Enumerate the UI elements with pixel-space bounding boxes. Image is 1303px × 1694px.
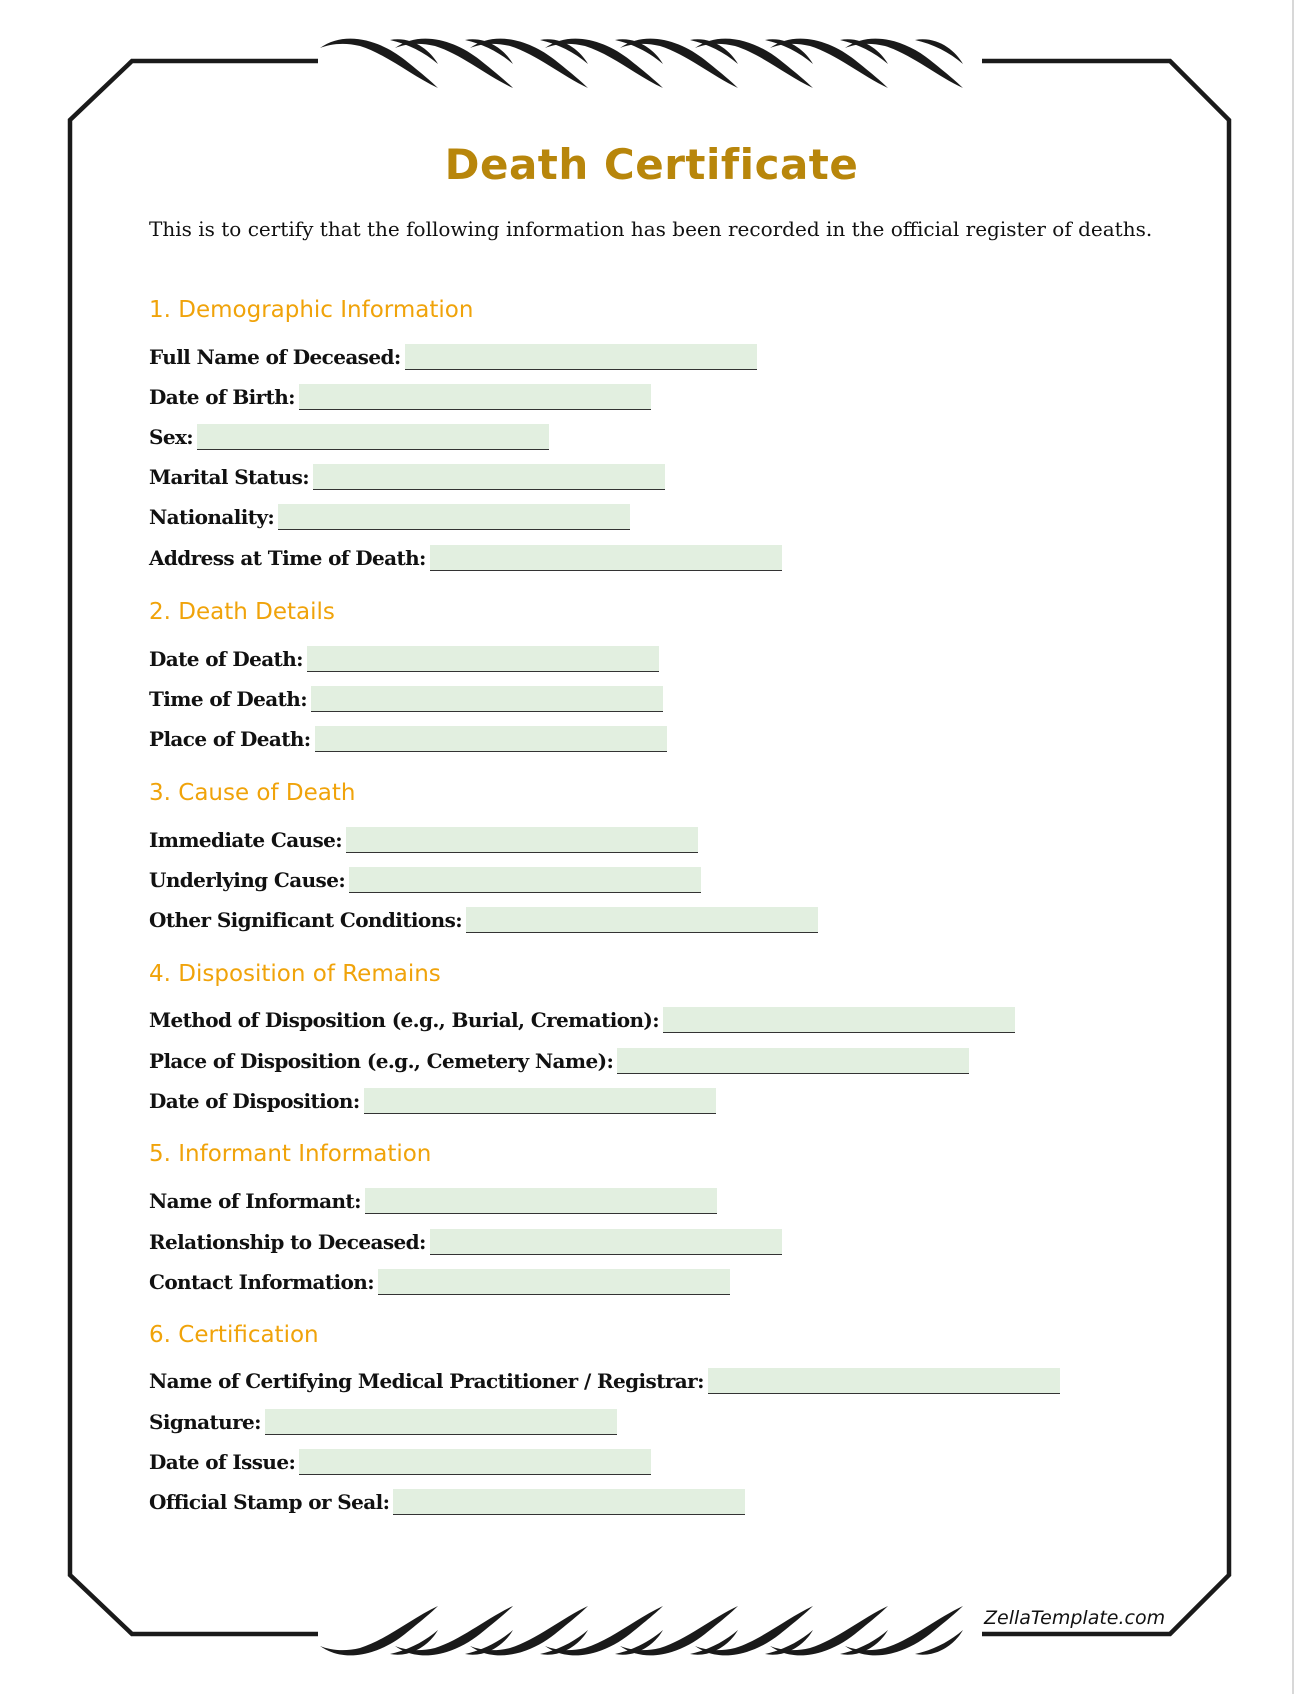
field-full-name (149, 340, 757, 370)
field-label: Sex: (149, 425, 194, 449)
field-date-of-disposition (149, 1084, 716, 1114)
field-label: Name of Informant: (149, 1189, 361, 1213)
nationality-input[interactable] (278, 504, 630, 530)
document-title: Death Certificate (444, 140, 859, 189)
intro-text: This is to certify that the following information has been recorded in the official register of deaths. (149, 217, 1153, 241)
field-name-of-informant (149, 1184, 717, 1214)
place-of-death-input[interactable] (315, 726, 667, 752)
field-date-of-death (149, 642, 659, 672)
field-label: Place of Disposition (e.g., Cemetery Name): (149, 1049, 614, 1073)
field-marital-status (149, 460, 665, 490)
section-heading-death-details: 2. Death Details (149, 599, 335, 625)
field-signature (149, 1405, 617, 1435)
name-of-informant-input[interactable] (365, 1188, 717, 1214)
date-of-disposition-input[interactable] (364, 1088, 716, 1114)
time-of-death-input[interactable] (311, 686, 663, 712)
marital-status-input[interactable] (313, 464, 665, 490)
field-label: Immediate Cause: (149, 828, 343, 852)
field-label: Nationality: (149, 505, 275, 529)
field-label: Date of Birth: (149, 385, 295, 409)
field-time-of-death (149, 682, 663, 712)
section-heading-certification: 6. Certification (149, 1322, 319, 1348)
relationship-input[interactable] (430, 1229, 782, 1255)
field-date-of-birth (149, 380, 651, 410)
date-of-death-input[interactable] (307, 646, 659, 672)
field-place-of-disposition (149, 1044, 969, 1074)
field-label: Date of Disposition: (149, 1089, 360, 1113)
full-name-input[interactable] (405, 344, 757, 370)
field-immediate-cause (149, 823, 698, 853)
signature-input[interactable] (265, 1409, 617, 1435)
section-heading-cause-of-death: 3. Cause of Death (149, 780, 356, 806)
field-label: Place of Death: (149, 727, 311, 751)
field-label: Time of Death: (149, 687, 308, 711)
field-contact-information (149, 1265, 730, 1295)
sex-input[interactable] (197, 424, 549, 450)
field-place-of-death (149, 722, 667, 752)
watermark: ZellaTemplate.com (984, 1607, 1166, 1629)
field-label: Official Stamp or Seal: (149, 1490, 390, 1514)
field-label: Contact Information: (149, 1270, 374, 1294)
date-of-issue-input[interactable] (299, 1449, 651, 1475)
field-label: Full Name of Deceased: (149, 345, 401, 369)
contact-information-input[interactable] (378, 1269, 730, 1295)
field-label: Underlying Cause: (149, 868, 346, 892)
date-of-birth-input[interactable] (299, 384, 651, 410)
field-underlying-cause (149, 863, 701, 893)
field-label: Signature: (149, 1410, 261, 1434)
certifying-practitioner-input[interactable] (708, 1368, 1060, 1394)
place-of-disposition-input[interactable] (617, 1048, 969, 1074)
section-heading-demographic: 1. Demographic Information (149, 297, 474, 323)
field-label: Address at Time of Death: (149, 546, 426, 570)
field-label: Marital Status: (149, 465, 310, 489)
immediate-cause-input[interactable] (346, 827, 698, 853)
field-label: Method of Disposition (e.g., Burial, Cremation): (149, 1008, 660, 1032)
official-stamp-input[interactable] (393, 1489, 745, 1515)
field-label: Name of Certifying Medical Practitioner / Registrar: (149, 1369, 704, 1393)
underlying-cause-input[interactable] (349, 867, 701, 893)
field-method-of-disposition (149, 1003, 1015, 1033)
field-label: Other Significant Conditions: (149, 908, 463, 932)
page-edge (1292, 0, 1294, 1694)
method-of-disposition-input[interactable] (663, 1007, 1015, 1033)
field-label: Date of Issue: (149, 1450, 296, 1474)
address-input[interactable] (430, 545, 782, 571)
field-other-conditions (149, 903, 818, 933)
field-label: Relationship to Deceased: (149, 1230, 426, 1254)
field-date-of-issue (149, 1445, 651, 1475)
field-nationality (149, 500, 630, 530)
field-sex (149, 420, 549, 450)
field-official-stamp (149, 1485, 745, 1515)
section-heading-informant: 5. Informant Information (149, 1141, 432, 1167)
other-conditions-input[interactable] (466, 907, 818, 933)
field-address (149, 541, 782, 571)
field-label: Date of Death: (149, 647, 303, 671)
field-certifying-practitioner (149, 1364, 1060, 1394)
field-relationship (149, 1225, 782, 1255)
section-heading-disposition: 4. Disposition of Remains (149, 961, 441, 987)
